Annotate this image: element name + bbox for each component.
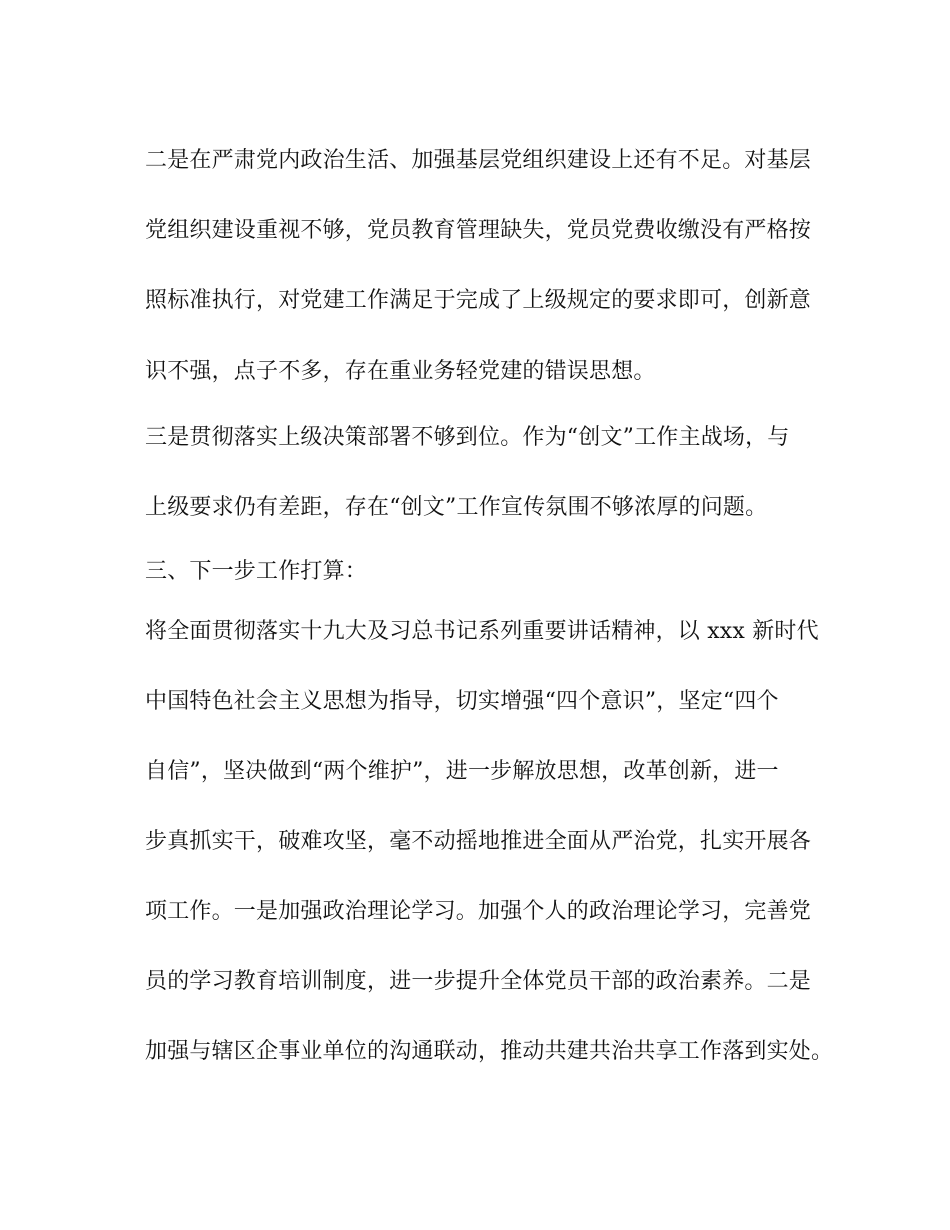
text-line: 三是贯彻落实上级决策部署不够到位。作为“创文”工作主战场，与 [145,425,790,450]
text-line: 上级要求仍有差距，存在“创文”工作宣传氛围不够浓厚的问题。 [145,495,768,520]
text-line: 识不强，点子不多，存在重业务轻党建的错误思想。 [145,359,656,384]
text-line: 员的学习教育培训制度，进一步提升全体党员干部的政治素养。二是 [145,969,812,994]
text-line: 自信”，坚决做到“两个维护”，进一步解放思想，改革创新，进一 [145,759,779,784]
text-line: 将全面贯彻落实十九大及习总书记系列重要讲话精神，以 xxx 新时代 [145,619,819,644]
text-line: 项工作。一是加强政治理论学习。加强个人的政治理论学习，完善党 [145,899,812,924]
text-line: 中国特色社会主义思想为指导，切实增强“四个意识”，坚定“四个 [145,689,779,714]
section-heading: 三、下一步工作打算： [145,559,368,584]
text-line: 党组织建设重视不够，党员教育管理缺失，党员党费收缴没有严格按 [145,218,812,243]
text-line: 加强与辖区企事业单位的沟通联动，推动共建共治共享工作落到实处。 [145,1039,834,1064]
text-line: 二是在严肃党内政治生活、加强基层党组织建设上还有不足。对基层 [145,148,812,173]
text-line: 照标准执行，对党建工作满足于完成了上级规定的要求即可，创新意 [145,288,812,313]
text-line: 步真抓实干，破难攻坚，毫不动摇地推进全面从严治党，扎实开展各 [145,829,812,854]
